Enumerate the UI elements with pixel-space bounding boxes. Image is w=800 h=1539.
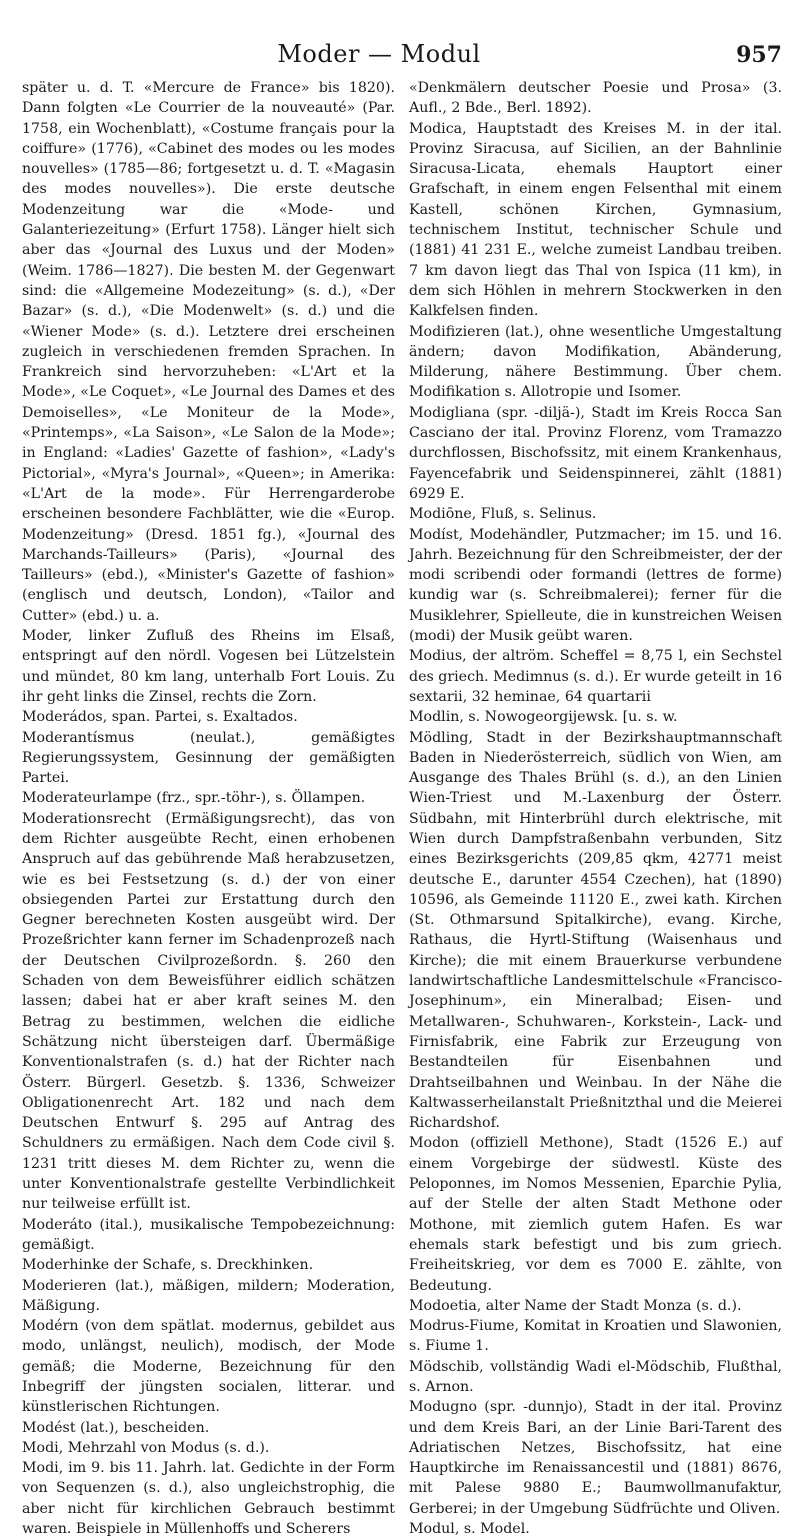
dictionary-entry: Modi, Mehrzahl von Modus (s. d.). — [22, 1439, 270, 1456]
dictionary-entry: Modifizieren (lat.), ohne wesentliche Umgestaltung ändern; davon Modifikation, Abänderung, Milderung, nähere Bestimmung. Über chem. Modifikation s. Allotropie und Isomer. — [409, 323, 782, 401]
dictionary-entry: Moderateurlampe (frz., spr.-töhr-), s. Öllampen. — [22, 790, 366, 807]
dictionary-entry: «Denkmälern deutscher Poesie und Prosa» (3. Aufl., 2 Bde., Berl. 1892). — [409, 80, 782, 117]
dictionary-entry: Modugno (spr. -dunnjo), Stadt in der ital. Provinz und dem Kreis Bari, an der Linie Bari-Tarent des Adriatischen Netzes, Bischofssitz, hat eine Hauptkirche im Renaissancestil und (1881) 8676, mit Palese 9880 E.; Baumwollmanufaktur, Gerberei; in der Umgebung Südfrüchte und Oliven. — [409, 1399, 782, 1517]
text-columns — [22, 78, 783, 1538]
dictionary-entry: Moderhinke der Schafe, s. Dreckhinken. — [22, 1257, 314, 1274]
dictionary-entry: Modius, der altröm. Scheffel = 8,75 l, ein Sechstel des griech. Medimnus (s. d.). Er wurde geteilt in 16 sextarii, 32 heminae, 64 quartarii — [409, 648, 783, 705]
dictionary-entry: Modést (lat.), bescheiden. — [22, 1419, 210, 1436]
dictionary-entry: Moder, linker Zufluß des Rheins im Elsaß, entspringt auf den nördl. Vogesen bei Lützelstein und mündet, 80 km lang, unterhalb Fort Louis. Zu ihr geht links die Zinsel, rechts die Zorn. — [22, 628, 395, 705]
dictionary-entry: Modiōne, Fluß, s. Selinus. — [409, 506, 597, 523]
dictionary-entry: Modérn (von dem spätlat. modernus, gebildet aus modo, unlängst, neulich), modisch, der Mode gemäß; die Moderne, Bezeichnung für den Inbegriff der jüngsten socialen, litterar. und künstlerischen Richtungen. — [22, 1318, 395, 1416]
dictionary-entry: Modul, s. Model. — [409, 1521, 530, 1538]
dictionary-entry: Modrus-Fiume, Komitat in Kroatien und Slawonien, s. Fiume 1. — [409, 1318, 782, 1355]
dictionary-entry: Moderáto (ital.), musikalische Tempobezeichnung: gemäßigt. — [22, 1216, 395, 1253]
page-number: 957 — [736, 42, 782, 68]
left-column — [22, 78, 395, 1538]
dictionary-entry: Modlin, s. Nowogeorgijewsk. [u. s. w. — [409, 709, 678, 726]
dictionary-entry: Modi, im 9. bis 11. Jahrh. lat. Gedichte in der Form von Sequenzen (s. d.), also ungleichstrophig, die aber nicht für kirchlichen Gebrauch bestimmt waren. Beispiele in Müllenhoffs und Scherers — [22, 1460, 395, 1538]
dictionary-entry: Modon (offiziell Methone), Stadt (1526 E.) auf einem Vorgebirge der südwestl. Küste des Peloponnes, im Nomos Messenien, Eparchie Pylia, auf der Stelle der alten Stadt Methone oder Mothone, mit ziemlich gutem Hafen. Es war ehemals stark befestigt und bis zum griech. Freiheitskrieg, vor dem es 7000 E. zählte, von Bedeutung. — [409, 1135, 782, 1294]
dictionary-entry: Moderádos, span. Partei, s. Exaltados. — [22, 709, 298, 726]
running-title: Moder — Modul — [277, 40, 481, 68]
page-header — [22, 40, 782, 72]
dictionary-entry: Moderieren (lat.), mäßigen, mildern; Moderation, Mäßigung. — [22, 1277, 395, 1314]
dictionary-entry: Modíst, Modehändler, Putzmacher; im 15. und 16. Jahrh. Bezeichnung für den Schreibmeister, der der modi scribendi oder formandi (lettres de forme) kundig war (s. Schreibmalerei); ferner für die Musiklehrer, Spielleute, die in kunstreichen Weisen (modi) der Musik geübt waren. — [409, 526, 782, 645]
dictionary-entry: später u. d. T. «Mercure de France» bis 1820). Dann folgten «Le Courrier de la nouveauté» (Par. 1758, ein Wochenblatt), «Costume français pour la coiffure» (1776), «Cabinet des modes ou les modes nouvelles» (1785—86; fortgesetzt u. d. T. «Magasin des modes nouvelles»). Die erste deutsche Modenzeitung war die «Mode- und Galanteriezeitung» (Erfurt 1758). Länger hielt sich aber das «Journal des Luxus und der Moden» (Weim. 1786—1827). Die besten M. der Gegenwart sind: die «Allgemeine Modezeitung» (s. d.), «Der Bazar» (s. d.), «Die Modenwelt» (s. d.) und die «Wiener Mode» (s. d.). Letztere drei erscheinen zugleich in verschiedenen fremden Sprachen. In Frankreich sind hervorzuheben: «L'Art et la Mode», «Le Coquet», «Le Journal des Dames et des Demoiselles», «Le Moniteur de la Mode», «Printemps», «La Saison», «Le Salon de la Mode»; in England: «Ladies' Gazette of fashion», «Lady's Pictorial», «Myra's Journal», «Queen»; in Amerika: «L'Art de la mode». Für Herrengarderobe erscheinen besondere Fachblätter, wie die «Europ. Modenzeitung» (Dresd. 1851 fg.), «Journal des Marchands-Tailleurs» (Paris), «Journal des Tailleurs» (ebd.), «Minister's Gazette of fashion» (englisch und deutsch, London), «Tailor and Cutter» (ebd.) u. a. — [22, 80, 395, 624]
dictionary-entry: Moderantísmus (neulat.), gemäßigtes Regierungssystem, Gesinnung der gemäßigten Partei. — [22, 729, 395, 787]
dictionary-entry: Modigliana (spr. -diljä-), Stadt im Kreis Rocca San Casciano der ital. Provinz Florenz, vom Tramazzo durchflossen, Bischofssitz, mit einem Krankenhaus, Fayencefabrik und Seidenspinnerei, zählt (1881) 6929 E. — [409, 404, 782, 502]
dictionary-entry: Modoetia, alter Name der Stadt Monza (s. d.). — [409, 1297, 742, 1314]
dictionary-entry: Moderationsrecht (Ermäßigungsrecht), das von dem Richter ausgeübte Recht, einen erhobenen Anspruch auf das gebührende Maß herabzusetzen, wie es bei Festsetzung (s. d.) der von einer obsiegenden Partei zur Erstattung durch den Gegner berechneten Kosten ausgeübt wird. Der Prozeßrichter kann ferner im Schadenprozeß nach der Deutschen Civilprozeßordn. §. 260 den Schaden von dem Beweisführer eidlich schätzen lassen; dabei hat er aber kraft seines M. den Betrag zu bestimmen, welchen die eidliche Schätzung nicht übersteigen darf. Übermäßige Konventionalstrafen (s. d.) hat der Richter nach Österr. Bürgerl. Gesetzb. §. 1336, Schweizer Obligationenrecht Art. 182 und nach dem Deutschen Entwurf §. 295 auf Antrag des Schuldners zu ermäßigen. Nach dem Code civil §. 1231 tritt dieses M. dem Richter zu, wenn die unter Konventionalstrafe gestellte Verbindlichkeit nur teilweise erfüllt ist. — [22, 810, 395, 1213]
dictionary-entry: Mödling, Stadt in der Bezirkshauptmannschaft Baden in Niederösterreich, südlich von Wien, am Ausgange des Thales Brühl (s. d.), an den Linien Wien-Triest und M.-Laxenburg der Österr. Südbahn, mit Hinterbrühl durch elektrische, mit Wien durch Dampfstraßenbahn verbunden, Sitz eines Bezirksgerichts (209,85 qkm, 42771 meist deutsche E., darunter 4554 Czechen), hat (1890) 10596, als Gemeinde 11120 E., zwei kath. Kirchen (St. Othmarsund Spitalkirche), evang. Kirche, Rathaus, die Hyrtl-Stiftung (Waisenhaus und Kirche); die mit einem Brauerkurse verbundene landwirtschaftliche Landesmittelschule «Francisco-Josephinum», ein Mineralbad; Eisen- und Metallwaren-, Schuhwaren-, Korkstein-, Lack- und Firnisfabrik, eine Fabrik zur Erzeugung von Bestandteilen für Eisenbahnen und Drahtseilbahnen und Weinbau. In der Nähe die Kaltwasserheilanstalt Prießnitzthal und die Meierei Richardshof. — [409, 729, 782, 1132]
dictionary-entry: Modica, Hauptstadt des Kreises M. in der ital. Provinz Siracusa, auf Sicilien, an der Bahnlinie Siracusa-Licata, ehemals Hauptort einer Grafschaft, in einem engen Felsenthal mit einem Kastell, schönen Kirchen, Gymnasium, technischem Institut, technischer Schule und (1881) 41 231 E., welche zumeist Landbau treiben. 7 km davon liegt das Thal von Ispica (11 km), in dem sich Höhlen in mehrern Stockwerken in den Kalkfelsen finden. — [409, 120, 782, 320]
dictionary-entry: Mödschib, vollständig Wadi el-Mödschib, Flußthal, s. Arnon. — [409, 1358, 782, 1395]
right-column — [409, 78, 783, 1538]
